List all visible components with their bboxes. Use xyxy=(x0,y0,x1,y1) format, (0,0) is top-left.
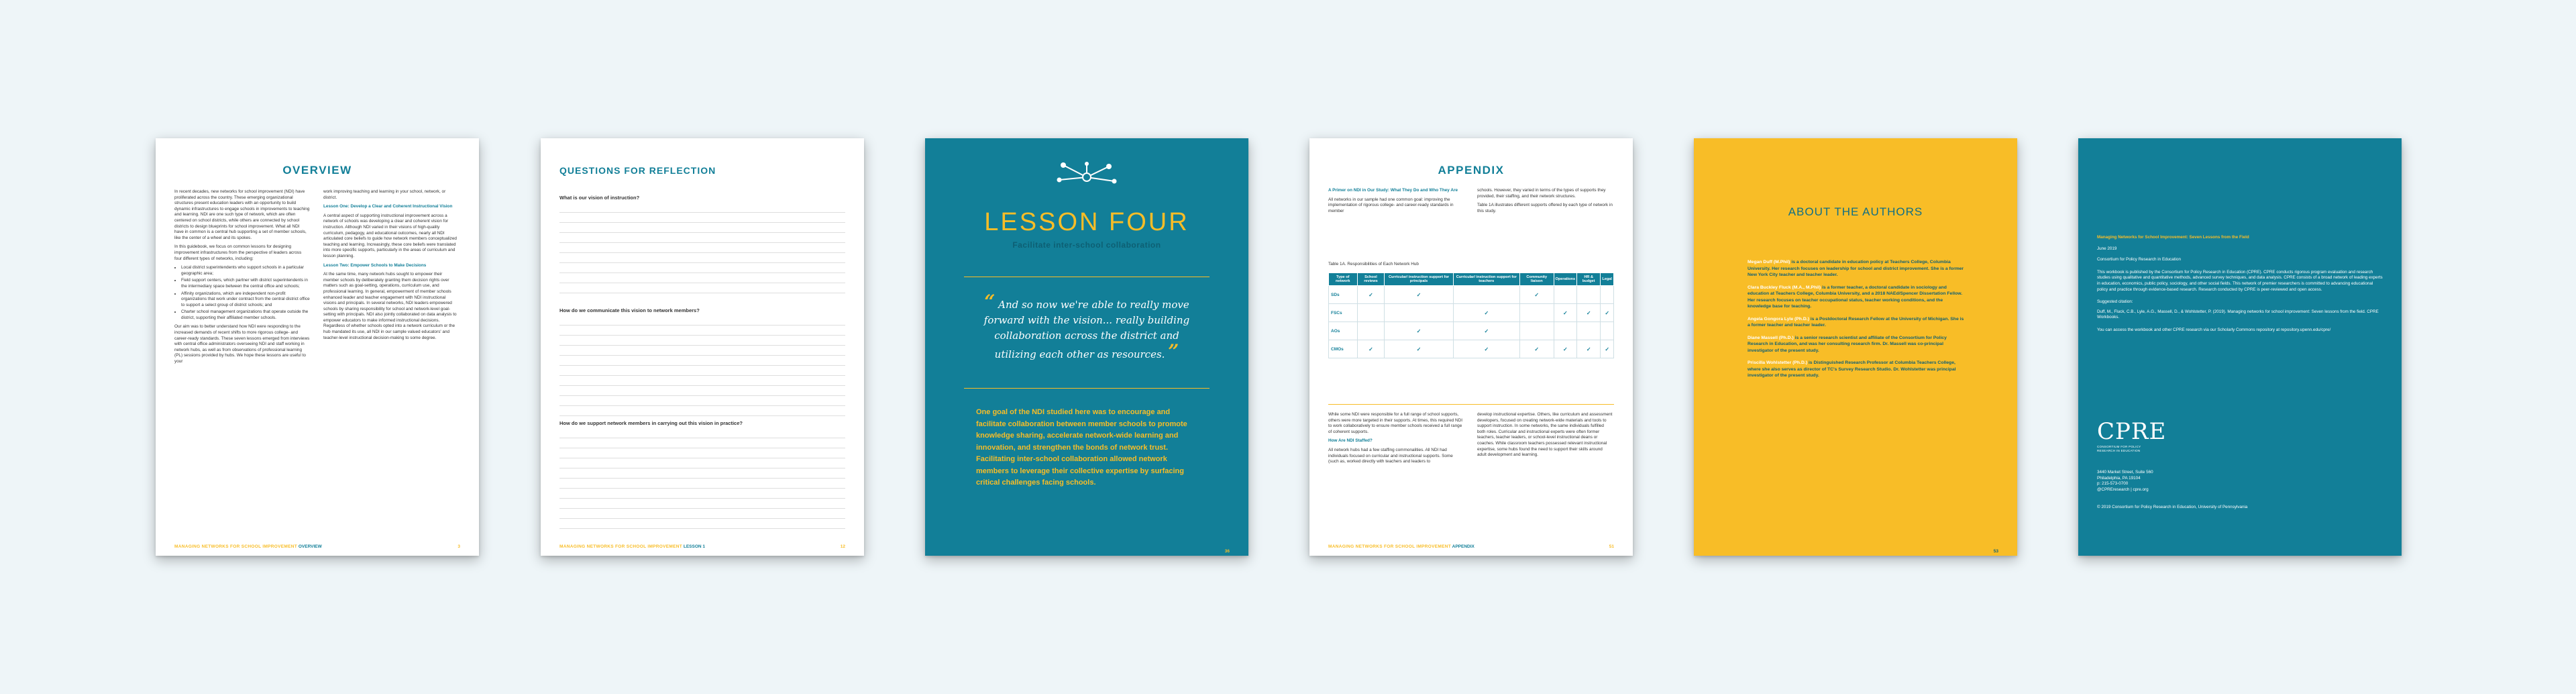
citation-label: Suggested citation: xyxy=(2097,299,2133,305)
footer-label: MANAGING NETWORKS FOR SCHOOL IMPROVEMENT xyxy=(559,544,683,549)
table-cell xyxy=(1601,322,1614,340)
network-types-list xyxy=(174,265,310,321)
page-footer xyxy=(559,544,845,549)
about-text: This workbook is published by the Consortium for Policy Research in Education (CPRE). CPRE conducts rigorous program evaluation and research studies using qualitative and quantitative methods, advanced survey techniques, and data analysis. CPRE consists of a broad network of leading experts in education, economics, public policy, sociology, and other social fields. This network of premier researchers is committed to advancing educational policy and practice through evidence-based research. Research conducted by CPRE is peer-reviewed and open access. xyxy=(2097,269,2383,292)
primer-heading: A Primer on NDI in Our Study: What They Do and Who They Are xyxy=(1328,188,1458,193)
table-cell: ✓ xyxy=(1520,286,1554,304)
column-header: Operations xyxy=(1554,273,1577,286)
author-description: is a former teacher, a doctoral candidate in sociology and education at Teachers College, Columbia University, and a 2018 NAEd/Spencer Dissertation Fellow. Her research focuses on teacher occupational status, teacher working conditions, and the knowledge base for teaching. xyxy=(1748,285,1963,309)
table-cell: ✓ xyxy=(1453,340,1519,358)
address-line: 3440 Market Street, Suite 560 xyxy=(2097,470,2153,475)
phone-line: p: 215-573-0700 xyxy=(2097,481,2129,487)
table-cell xyxy=(1554,322,1577,340)
question-1: What is our vision of instruction? xyxy=(559,195,640,201)
organization-name: Consortium for Policy Research in Education xyxy=(2097,257,2181,262)
author-name: Clara Buckley Fluck (M.A., M.Phil) xyxy=(1748,285,1821,290)
open-quote-mark: “ xyxy=(984,291,996,313)
overview-left-column xyxy=(174,189,310,368)
author-description: is Distinguished Research Professor at Columbia Teachers College, where she also serves as director of TC's Survey Research Studio. Dr. Wohlstetter was principal investigator of the present study. xyxy=(1748,360,1956,378)
paragraph: All networks in our sample had one common goal: improving the implementation of rigorous college- and career-ready standards in member xyxy=(1328,197,1454,213)
access-text: You can access the workbook and other CPRE research via our Scholarly Commons repository at repository.upenn.edu/cpre/ xyxy=(2097,327,2331,332)
page-number: 53 xyxy=(1993,549,1998,554)
table-cell: ✓ xyxy=(1453,304,1519,322)
divider xyxy=(964,388,1210,389)
page-title: QUESTIONS FOR REFLECTION xyxy=(559,165,716,176)
table-cell: ✓ xyxy=(1554,304,1577,322)
paragraph: While some NDI were responsible for a full range of school supports, others were more targeted in their supports. At times, this required NDI to work collaboratively to ensure member schools received a full range of coherent supports. xyxy=(1328,412,1462,434)
author-name: Angela Gongora Lyle (Ph.D.) xyxy=(1748,316,1809,321)
lesson-one-heading: Lesson One: Develop a Clear and Coherent Instructional Vision xyxy=(323,204,453,209)
column-header: HR & budget xyxy=(1577,273,1601,286)
author-description: is a senior research scientist and affiliate of the Consortium for Policy Research in Education, and was her consulting research firm. Dr. Massell was co-principal investigator of the present study. xyxy=(1748,335,1947,353)
paragraph: Table 1A illustrates different supports offered by each type of network in this study. xyxy=(1477,203,1613,213)
answer-lines[interactable] xyxy=(559,315,845,416)
table-cell xyxy=(1520,322,1554,340)
table-cell: ✓ xyxy=(1554,340,1577,358)
table-cell xyxy=(1577,322,1601,340)
table-row xyxy=(1329,304,1614,322)
publication-title: Managing Networks for School Improvement: Seven Lessons from the Field xyxy=(2097,235,2249,240)
publication-date: June 2019 xyxy=(2097,246,2117,251)
paragraph: work improving teaching and learning in your school, network, or district. xyxy=(323,189,446,200)
paragraph: At the same time, many network hubs sought to empower their member schools by deliberately granting them decision rights over matters such as goal-setting, operations, curriculum use, and professional learning. In general, empowerment of member schools enhanced leader and teacher engagement with NDI instructional visions and principals. In several networks, NDI leaders empowered schools by sharing responsibility for school and network-level goal-setting with principals. NDI also jointly collaborated on data analysis to empower educators to make informed instructional decisions. Regardless of whether schools opted into a network curriculum or the hub mandated its use, all NDI in our sample valued educators' and teacher-level instructional decision-making to some degree. xyxy=(323,272,457,340)
close-quote-mark: ” xyxy=(1168,340,1179,362)
column-header: Legal xyxy=(1601,273,1614,286)
table-cell: ✓ xyxy=(1385,340,1453,358)
author-name: Megan Duff (M.Phil) xyxy=(1748,260,1790,264)
appendix-left-column xyxy=(1328,188,1464,217)
table-row xyxy=(1329,340,1614,358)
page-title: OVERVIEW xyxy=(282,164,352,177)
list-item: • Field support centers, which partner with district superintendents in the intermediary space between the central office and schools; xyxy=(181,278,310,289)
page-number: 3 xyxy=(458,544,460,549)
column-header: School reviews xyxy=(1357,273,1385,286)
author-description: is a doctoral candidate in education policy at Teachers College, Columbia University. Her research focuses on leadership for school and district improvement. She is a former New York City teacher and teacher leader. xyxy=(1748,260,1964,277)
paragraph: Our aim was to better understand how NDI were responding to the increased demands of recent shifts to more rigorous college- and career-ready standards. These seven lessons emerged from interviews with central office administrators overseeing NDI and staff working in network hubs, as well as from observations of professional learning (PL) sessions provided by hubs. We hope these lessons are useful to your xyxy=(174,324,310,364)
address-line: Philadelphia, PA 19104 xyxy=(2097,475,2141,481)
table-row xyxy=(1329,286,1614,304)
table-cell: ✓ xyxy=(1385,322,1453,340)
author-bio xyxy=(1748,360,1966,379)
row-label: FSCs xyxy=(1329,304,1358,322)
page-lesson-four xyxy=(925,138,1248,556)
list-item: • Charter school management organizations that operate outside the district, supporting their affiliated member schools. xyxy=(181,309,310,321)
page-reflection xyxy=(541,138,864,556)
answer-lines[interactable] xyxy=(559,428,845,529)
column-header: Curricular/ instruction support for principals xyxy=(1385,273,1453,286)
table-cell xyxy=(1453,286,1519,304)
network-icon xyxy=(1050,160,1124,191)
table-cell: ✓ xyxy=(1601,304,1614,322)
author-bio xyxy=(1748,285,1966,310)
row-label: SDs xyxy=(1329,286,1358,304)
table-cell: ✓ xyxy=(1520,340,1554,358)
staffing-heading: How Are NDI Staffed? xyxy=(1328,438,1373,444)
footer-section: APPENDIX xyxy=(1452,544,1474,549)
page-title: ABOUT THE AUTHORS xyxy=(1788,205,1923,218)
appendix-bottom-right xyxy=(1477,412,1613,462)
contact-line: @CPREresearch | cpre.org xyxy=(2097,487,2149,492)
page-title: APPENDIX xyxy=(1438,164,1505,177)
table-cell: ✓ xyxy=(1385,286,1453,304)
table-cell xyxy=(1554,286,1577,304)
question-2: How do we communicate this vision to network members? xyxy=(559,307,700,313)
network-hub-table xyxy=(1328,272,1614,358)
paragraph: In recent decades, new networks for school improvement (NDI) have proliferated across the country. These emerging organizational structures present education leaders with an opportunity to build dynamic infrastructures to engage schools in improvements to teaching and learning. NDI are one such type of network, which are often centered on school districts, while others are connected by school districts to design blueprints for school improvement. What all NDI have in common is a central hub supporting a set of member schools, like the center of a wheel and its spokes. xyxy=(174,189,310,240)
paragraph: A central aspect of supporting instructional improvement across a network of schools was developing a clear and coherent vision for instruction. Although NDI varied in their visions of high-quality curriculum, pedagogy, and educational outcomes, nearly all NDI articulated core beliefs to guide how network members conceptualized teaching and learning. Increasingly, these core beliefs were translated into more specific supports, particularly in the areas of curriculum and lesson planning. xyxy=(323,213,457,258)
table-row xyxy=(1329,322,1614,340)
page-appendix xyxy=(1309,138,1633,556)
table-cell xyxy=(1385,304,1453,322)
list-item: • Affinity organizations, which are independent non-profit organizations that work under contract from the central district office to support a select group of district schools; and xyxy=(181,291,310,309)
pull-quote xyxy=(972,291,1201,362)
row-label: CMOs xyxy=(1329,340,1358,358)
footer-section: LESSON 1 xyxy=(683,544,706,549)
footer-section: OVERVIEW xyxy=(298,544,322,549)
footer-label: MANAGING NETWORKS FOR SCHOOL IMPROVEMENT xyxy=(1328,544,1452,549)
author-bio xyxy=(1748,259,1966,279)
lesson-body: One goal of the NDI studied here was to encourage and facilitate collaboration between member schools to promote knowledge sharing, accelerate network-wide learning and innovation, and strengthen the bonds of network trust. Facilitating inter-school collaboration allowed network members to leverage their collective expertise by surfacing critical challenges facing schools. xyxy=(976,408,1187,487)
overview-right-column xyxy=(323,189,459,344)
table-cell xyxy=(1357,304,1385,322)
author-description: is a Postdoctoral Research Fellow at the University of Michigan. She is a former teacher and teacher leader. xyxy=(1748,316,1964,328)
address-block xyxy=(2097,470,2153,493)
page-number: 12 xyxy=(840,544,845,549)
citation-text: Duff, M., Fluck, C.B., Lyle, A.G., Massell, D., & Wohlstetter, P. (2019). Managing networks for school improvement: Seven lessons from the field. CPRE Workbooks. xyxy=(2097,309,2379,320)
answer-lines[interactable] xyxy=(559,203,845,293)
table-header-row xyxy=(1329,273,1614,286)
author-bio xyxy=(1748,316,1966,329)
table-cell: ✓ xyxy=(1453,322,1519,340)
paragraph: schools. However, they varied in terms of the types of supports they provided, their staffing, and their network structures. xyxy=(1477,188,1606,199)
table-cell xyxy=(1357,322,1385,340)
logo-mark: CPRE xyxy=(2097,418,2167,445)
page-footer xyxy=(1328,544,1614,549)
table-cell: ✓ xyxy=(1357,340,1385,358)
row-label: AOs xyxy=(1329,322,1358,340)
table-cell: ✓ xyxy=(1357,286,1385,304)
table-cell xyxy=(1601,286,1614,304)
page-colophon xyxy=(2078,138,2402,556)
question-3: How do we support network members in carrying out this vision in practice? xyxy=(559,420,743,426)
logo-subtitle: CONSORTIUM FOR POLICY RESEARCH IN EDUCATION xyxy=(2097,445,2141,452)
table-cell: ✓ xyxy=(1577,340,1601,358)
table-cell xyxy=(1577,286,1601,304)
colophon-text xyxy=(2097,235,2383,334)
author-name: Diane Massell (Ph.D.) xyxy=(1748,335,1794,340)
paragraph: In this guidebook, we focus on common lessons for designing improvement infrastructures from the perspective of leaders across four different types of networks, including: xyxy=(174,244,302,261)
appendix-bottom-left xyxy=(1328,412,1464,468)
page-number: 36 xyxy=(1224,549,1230,554)
author-bios xyxy=(1748,259,1966,385)
lesson-title: LESSON FOUR xyxy=(984,208,1189,236)
column-header: Type of network xyxy=(1329,273,1358,286)
divider xyxy=(1328,404,1614,405)
page-about-authors xyxy=(1694,138,2017,556)
paragraph: All network hubs had a few staffing commonalities. All NDI had individuals focused on curricular and instructional supports. Some (such as, worked directly with teachers and leaders to xyxy=(1328,447,1453,464)
author-bio xyxy=(1748,335,1966,354)
column-header: Curricular/ instruction support for teachers xyxy=(1453,273,1519,286)
page-number: 51 xyxy=(1609,544,1614,549)
lesson-two-heading: Lesson Two: Empower Schools to Make Decisions xyxy=(323,262,427,268)
table-cell: ✓ xyxy=(1601,340,1614,358)
page-overview xyxy=(156,138,479,556)
copyright: © 2019 Consortium for Policy Research in Education, University of Pennsylvania xyxy=(2097,505,2248,509)
table-cell xyxy=(1520,304,1554,322)
quote-text: And so now we're able to really move forward with the vision... really building collaboration across the district and utilizing each other as resources. xyxy=(983,299,1190,360)
appendix-right-column xyxy=(1477,188,1613,217)
cpre-logo xyxy=(2097,420,2166,453)
table-caption: Table 1A. Responsibilities of Each Network Hub xyxy=(1328,262,1419,266)
page-footer xyxy=(174,544,460,549)
author-name: Priscilla Wohlstetter (Ph.D.) xyxy=(1748,360,1808,365)
paragraph: develop instructional expertise. Others, like curriculum and assessment developers, focused on creating network-wide materials and tools to support instruction. In some networks, the same individuals fulfilled both roles. Curricular and instructional experts were often former teachers, teacher leaders, or school-level instructional deans or coaches. While classroom teachers possessed relevant instructional expertise, some hubs found the need to support their skills around adult development and learning. xyxy=(1477,412,1613,458)
footer-label: MANAGING NETWORKS FOR SCHOOL IMPROVEMENT xyxy=(174,544,298,549)
lesson-subtitle: Facilitate inter-school collaboration xyxy=(1012,240,1161,250)
list-item: • Local district superintendents who support schools in a particular geographic area; xyxy=(181,265,310,277)
table-cell: ✓ xyxy=(1577,304,1601,322)
column-header: Community liaison xyxy=(1520,273,1554,286)
